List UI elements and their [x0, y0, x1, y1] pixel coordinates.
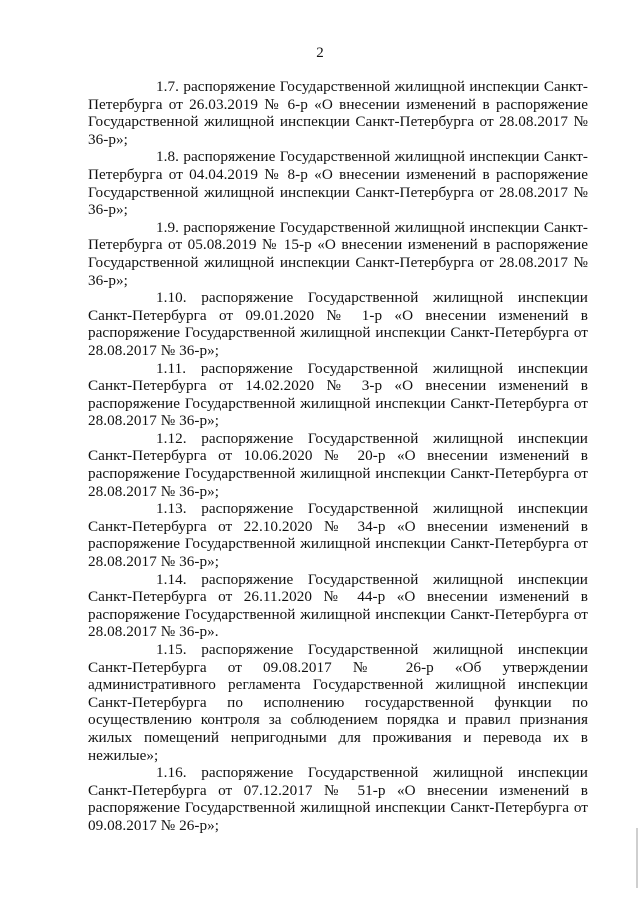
scan-edge-mark	[636, 828, 638, 888]
item-number: 1.10.	[156, 289, 187, 307]
list-item-1-9	[88, 219, 588, 289]
item-number: 1.9.	[156, 218, 179, 236]
item-text: распоряжение Государственной жилищной инспекции Санкт-Петербурга от 04.04.2019 № 8-р «О внесении изменений в распоряжение Государственной жилищной инспекции Санкт-Петербурга от 28.08.2017 № 36-р»;	[88, 148, 588, 219]
item-text: распоряжение Государственной жилищной инспекции Санкт-Петербурга от 14.02.2020 № 3-р «О внесении изменений в распоряжение Государственной жилищной инспекции Санкт-Петербурга от 28.08.2017 № 36-р»;	[88, 359, 588, 430]
page-number: 2	[316, 45, 324, 61]
document-body	[88, 78, 588, 835]
item-text: распоряжение Государственной жилищной инспекции Санкт-Петербурга от 07.12.2017 № 51-р «О внесении изменений в распоряжение Государственной жилищной инспекции Санкт-Петербурга от 09.08.2017 № 26-р»;	[88, 764, 588, 834]
list-item-1-15	[88, 641, 588, 764]
item-number: 1.13.	[156, 500, 187, 518]
list-item-1-16	[88, 764, 588, 834]
list-item-1-13	[88, 500, 588, 570]
item-text: распоряжение Государственной жилищной инспекции Санкт-Петербурга от 09.01.2020 № 1-р «О внесении изменений в распоряжение Государственной жилищной инспекции Санкт-Петербурга от 28.08.2017 № 36-р»;	[88, 289, 588, 359]
item-number: 1.11.	[156, 359, 187, 377]
item-number: 1.12.	[156, 429, 187, 447]
item-text: распоряжение Государственной жилищной инспекции Санкт-Петербурга от 05.08.2019 № 15-р «О внесении изменений в распоряжение Государственной жилищной инспекции Санкт-Петербурга от 28.08.2017 № 36-р»;	[88, 218, 588, 289]
list-item-1-11	[88, 360, 588, 430]
list-item-1-7	[88, 78, 588, 148]
item-number: 1.8.	[156, 148, 179, 166]
list-item-1-10	[88, 289, 588, 359]
item-number: 1.7.	[156, 78, 179, 95]
item-text: распоряжение Государственной жилищной инспекции Санкт-Петербурга от 09.08.2017 № 26-р «Об утверждении административного регламента Государственной жилищной инспекции Санкт-Петербурга по исполнению государственной функции по осуществлению контроля за соблюдением порядка и правил признания жилых помещений непригодными для проживания и перевода их в нежилые»;	[88, 641, 588, 764]
item-text: распоряжение Государственной жилищной инспекции Санкт-Петербурга от 10.06.2020 № 20-р «О внесении изменений в распоряжение Государственной жилищной инспекции Санкт-Петербурга от 28.08.2017 № 36-р»;	[88, 429, 588, 500]
item-number: 1.14.	[156, 570, 187, 588]
item-text: распоряжение Государственной жилищной инспекции Санкт-Петербурга от 22.10.2020 № 34-р «О внесении изменений в распоряжение Государственной жилищной инспекции Санкт-Петербурга от 28.08.2017 № 36-р»;	[88, 500, 588, 571]
item-text: распоряжение Государственной жилищной инспекции Санкт-Петербурга от 26.11.2020 № 44-р «О внесении изменений в распоряжение Государственной жилищной инспекции Санкт-Петербурга от 28.08.2017 № 36-р».	[88, 570, 588, 641]
list-item-1-8	[88, 148, 588, 218]
list-item-1-12	[88, 430, 588, 500]
item-text: распоряжение Государственной жилищной инспекции Санкт-Петербурга от 26.03.2019 № 6-р «О внесении изменений в распоряжение Государственной жилищной инспекции Санкт-Петербурга от 28.08.2017 № 36-р»;	[88, 78, 588, 148]
item-number: 1.16.	[156, 764, 187, 782]
item-number: 1.15.	[156, 641, 187, 658]
list-item-1-14	[88, 571, 588, 641]
